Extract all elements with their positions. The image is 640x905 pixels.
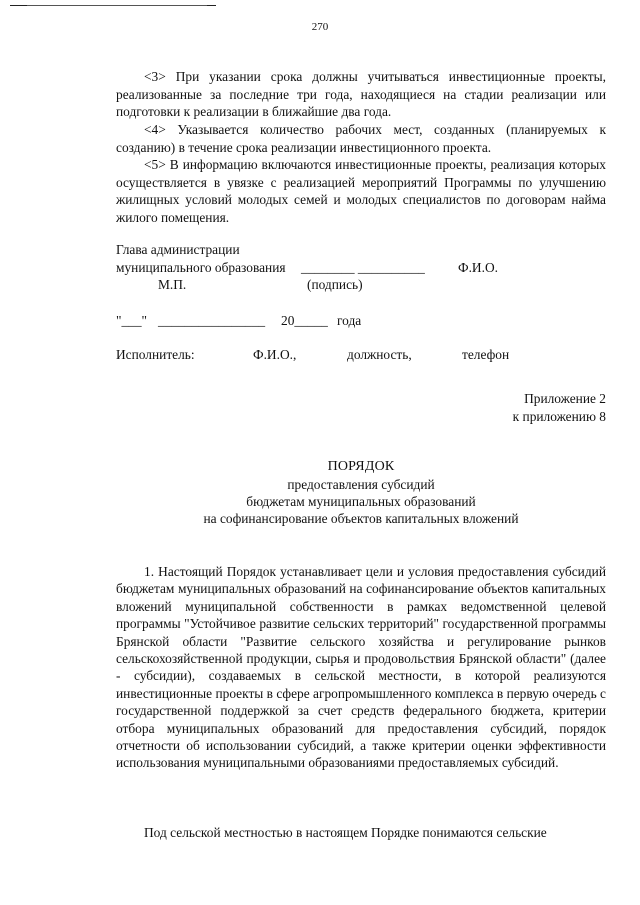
document-title: ПОРЯДОК [327, 459, 395, 474]
footnote-3: <3> При указании срока должны учитываться инвестиционные проекты, реализованные за последние три года, находящиеся на стадии реализации или подготовки к реализации в ближайшие два года. [116, 69, 606, 120]
footnote-4: <4> Указывается количество рабочих мест, созданных (планируемых к созданию) в течение срока реализации инвестиционного проекта. [116, 122, 606, 155]
executor-label: Исполнитель: [116, 347, 195, 362]
executor-position: должность, [347, 347, 412, 362]
heading-line-2: бюджетам муниципальных образований [246, 494, 476, 509]
page-number: 270 [311, 21, 329, 33]
date-year: 20_____ [281, 313, 328, 328]
date-day: "___" [116, 313, 148, 328]
date-god: года [337, 313, 362, 328]
signature-mp: М.П. [158, 277, 187, 292]
signature-fio: Ф.И.О. [458, 260, 498, 275]
body-paragraph-1: 1. Настоящий Порядок устанавливает цели и условия предоставления субсидий бюджетам муниципальных образований на софинансирование объектов капитальных вложений муниципальной собственности в рамках ведомственной целевой программы "Устойчивое развитие сельских территорий" государственной программы Брянской области "Развитие сельского хозяйства и регулирование рынков сельскохозяйственной продукции, сырья и продовольствия Брянской области" (далее - субсидии), создаваемых в сельской местности, в которой реализуются инвестиционные проекты в сфере агропромышленного комплекса в первую очередь с государственной поддержкой за счет средств федерального бюджета, критерии отбора муниципальных образований для предоставления субсидий, порядок отчетности об использовании субсидий, а также критерии оценки эффективности использования муниципальными образованиями предоставляемых субсидий. [116, 564, 606, 771]
executor-phone: телефон [462, 347, 510, 362]
date-month: ________________ [158, 313, 266, 328]
signature-podpis: (подпись) [307, 277, 363, 292]
executor-fio: Ф.И.О., [253, 347, 297, 362]
heading-line-3: на софинансирование объектов капитальных вложений [203, 511, 519, 526]
appendix-line-1: Приложение 2 [524, 391, 606, 406]
signature-municipality-label: муниципального образования [116, 260, 286, 275]
signature-head-label: Глава администрации [116, 242, 240, 257]
appendix-line-2: к приложению 8 [512, 409, 606, 424]
body-paragraph-2: Под сельской местностью в настоящем Порядке понимаются сельские [144, 825, 547, 840]
footnote-5: <5> В информацию включаются инвестиционные проекты, реализация которых осуществляется в увязке с реализацией мероприятий Программы по улучшению жилищных условий молодых семей и молодых специалистов по договорам найма жилого помещения. [116, 157, 606, 225]
heading-line-1: предоставления субсидий [287, 477, 435, 492]
header-rule-inner [27, 5, 207, 6]
signature-blank: ________ __________ [301, 260, 425, 275]
